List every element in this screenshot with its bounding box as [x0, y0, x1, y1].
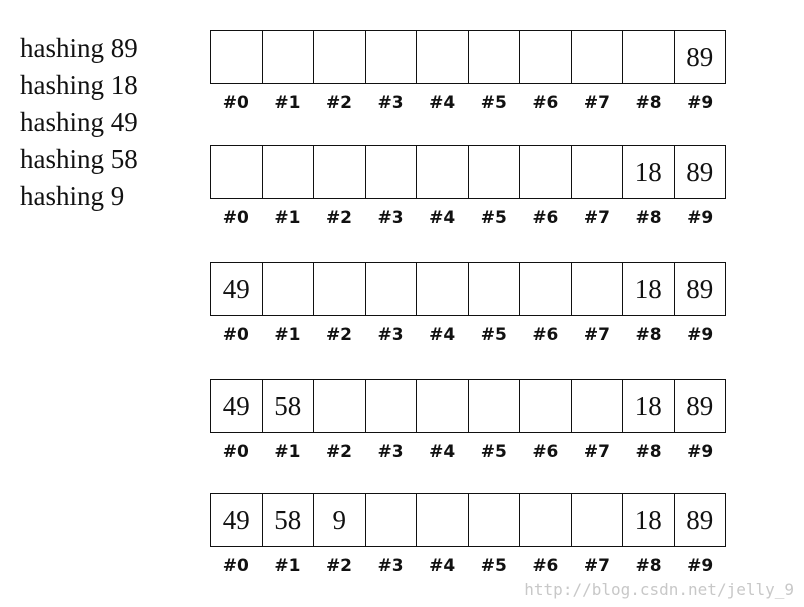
slot-label-row [210, 93, 726, 113]
slot-label: #7 [583, 325, 610, 345]
hash-cell: 89 [686, 156, 714, 187]
hash-cell [417, 494, 469, 546]
operation-list [20, 30, 138, 215]
hash-cell [520, 31, 572, 83]
slot-label-row [210, 556, 726, 576]
slot-label: #5 [480, 208, 507, 228]
slot-label: #4 [429, 208, 456, 228]
hash-cell: 18 [623, 146, 675, 198]
hash-cell [366, 146, 418, 198]
slot-label: #6 [532, 325, 559, 345]
slot-label: #6 [532, 556, 559, 576]
slot-label: #5 [480, 556, 507, 576]
slot-label: #7 [583, 556, 610, 576]
hash-cell: 58 [263, 494, 315, 546]
slot-label: #0 [222, 325, 249, 345]
slot-label-row [210, 325, 726, 345]
slot-label: #9 [687, 325, 714, 345]
watermark: http://blog.csdn.net/jelly_9 [524, 580, 794, 599]
slot-label: #7 [583, 442, 610, 462]
slot-label: #2 [325, 442, 353, 462]
hash-cell [469, 146, 521, 198]
hash-cell [469, 263, 521, 315]
hash-cell [211, 146, 263, 198]
hash-cell [417, 263, 469, 315]
hash-cell [263, 263, 315, 315]
slot-label: #3 [377, 442, 404, 462]
hash-cell [314, 31, 366, 83]
hash-cell [469, 380, 521, 432]
hash-cell [572, 146, 624, 198]
hash-cell [314, 380, 366, 432]
slot-label: #5 [480, 93, 507, 113]
hash-cell [469, 31, 521, 83]
slot-label: #6 [532, 208, 559, 228]
hash-table-state [210, 145, 726, 228]
hash-table-row [210, 262, 726, 316]
slot-label: #5 [480, 325, 507, 345]
slot-label: #2 [325, 208, 353, 228]
slot-label: #0 [222, 93, 249, 113]
hash-cell: 9 [314, 494, 366, 546]
hash-table-state [210, 493, 726, 576]
slot-label: #3 [377, 93, 404, 113]
slot-label: #8 [635, 556, 662, 576]
operation-item: hashing 58 [20, 144, 138, 174]
hash-cell [366, 494, 418, 546]
slot-label: #9 [687, 442, 714, 462]
slot-label: #8 [635, 325, 662, 345]
slot-label: #7 [583, 93, 610, 113]
operation-item: hashing 18 [20, 70, 138, 100]
hash-cell: 49 [211, 263, 263, 315]
slot-label: #3 [377, 325, 404, 345]
slot-label: #9 [687, 208, 714, 228]
hash-cell: 89 [686, 41, 714, 72]
hash-cell: 58 [263, 380, 315, 432]
hash-cell: 49 [211, 380, 263, 432]
hash-cell: 18 [623, 380, 675, 432]
hash-table-state [210, 30, 726, 113]
hash-table-row [210, 493, 726, 547]
slot-label: #4 [429, 93, 456, 113]
hash-table-row [210, 30, 726, 84]
hash-cell [623, 31, 675, 83]
slot-label: #2 [325, 93, 353, 113]
hash-cell [366, 263, 418, 315]
slot-label: #4 [429, 442, 456, 462]
hash-cell [211, 31, 263, 83]
slot-label: #3 [377, 556, 404, 576]
hash-cell [314, 263, 366, 315]
hash-cell: 18 [623, 494, 675, 546]
slot-label: #8 [635, 93, 662, 113]
hash-cell [520, 263, 572, 315]
hash-table-state [210, 379, 726, 462]
hash-cell [520, 494, 572, 546]
slot-label: #1 [274, 208, 301, 228]
hash-table-state [210, 262, 726, 345]
slot-label: #9 [687, 556, 714, 576]
slot-label: #5 [480, 442, 507, 462]
slot-label: #7 [583, 208, 610, 228]
hash-cell [572, 380, 624, 432]
slot-label: #1 [274, 325, 301, 345]
hash-cell [417, 31, 469, 83]
slot-label-row [210, 208, 726, 228]
slot-label: #2 [325, 325, 353, 345]
hash-cell: 89 [686, 390, 714, 421]
operation-item: hashing 49 [20, 107, 138, 137]
hash-table-row [210, 379, 726, 433]
hash-cell [417, 380, 469, 432]
hash-cell [572, 494, 624, 546]
slot-label-row [210, 442, 726, 462]
slot-label: #4 [429, 556, 456, 576]
slot-label: #0 [222, 442, 249, 462]
slot-label: #0 [222, 556, 249, 576]
hash-cell [572, 263, 624, 315]
hash-cell: 18 [623, 263, 675, 315]
slot-label: #6 [532, 442, 559, 462]
hash-cell [314, 146, 366, 198]
slot-label: #2 [325, 556, 353, 576]
hash-cell: 89 [686, 273, 714, 304]
hash-cell [263, 146, 315, 198]
slot-label: #8 [635, 442, 662, 462]
hash-cell [417, 146, 469, 198]
hash-cell: 49 [211, 494, 263, 546]
hash-cell [366, 31, 418, 83]
hash-cell [572, 31, 624, 83]
slot-label: #6 [532, 93, 559, 113]
hash-cell [520, 380, 572, 432]
slot-label: #0 [222, 208, 249, 228]
hash-table-row [210, 145, 726, 199]
operation-item: hashing 89 [20, 33, 138, 63]
slot-label: #1 [274, 442, 301, 462]
hash-cell [520, 146, 572, 198]
slot-label: #4 [429, 325, 456, 345]
hash-cell [366, 380, 418, 432]
hash-cell [469, 494, 521, 546]
slot-label: #9 [687, 93, 714, 113]
slot-label: #8 [635, 208, 662, 228]
slot-label: #1 [274, 556, 301, 576]
hash-cell: 89 [686, 504, 714, 535]
slot-label: #3 [377, 208, 404, 228]
operation-item: hashing 9 [20, 181, 125, 211]
hash-cell [263, 31, 315, 83]
slot-label: #1 [274, 93, 301, 113]
